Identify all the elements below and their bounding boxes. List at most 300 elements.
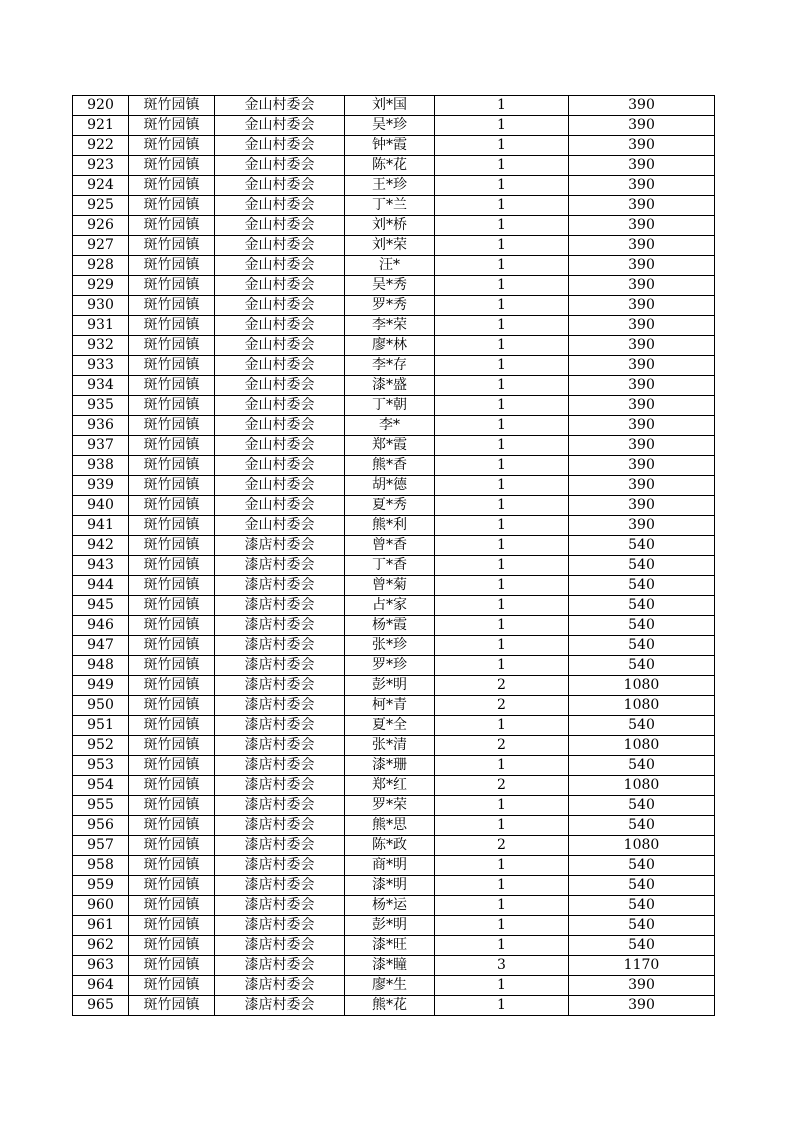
- roster-body: [73, 96, 715, 1016]
- row-number-cell: 944: [73, 576, 129, 596]
- amount-cell: 390: [569, 136, 715, 156]
- row-number-cell: 942: [73, 536, 129, 556]
- village-committee-cell: 漆店村委会: [215, 696, 345, 716]
- count-cell: 1: [435, 616, 569, 636]
- row-number-cell: 958: [73, 856, 129, 876]
- village-committee-cell: 金山村委会: [215, 476, 345, 496]
- row-number-cell: 940: [73, 496, 129, 516]
- amount-cell: 1080: [569, 676, 715, 696]
- table-row: [73, 556, 715, 576]
- name-cell: 熊*利: [345, 516, 435, 536]
- row-number-cell: 924: [73, 176, 129, 196]
- count-cell: 1: [435, 896, 569, 916]
- count-cell: 1: [435, 196, 569, 216]
- town-cell: 斑竹园镇: [129, 976, 215, 996]
- amount-cell: 540: [569, 936, 715, 956]
- row-number-cell: 962: [73, 936, 129, 956]
- village-committee-cell: 金山村委会: [215, 216, 345, 236]
- row-number-cell: 955: [73, 796, 129, 816]
- row-number-cell: 959: [73, 876, 129, 896]
- village-committee-cell: 漆店村委会: [215, 796, 345, 816]
- name-cell: 彭*明: [345, 916, 435, 936]
- row-number-cell: 964: [73, 976, 129, 996]
- row-number-cell: 931: [73, 316, 129, 336]
- row-number-cell: 930: [73, 296, 129, 316]
- table-row: [73, 736, 715, 756]
- name-cell: 刘*荣: [345, 236, 435, 256]
- town-cell: 斑竹园镇: [129, 696, 215, 716]
- amount-cell: 540: [569, 856, 715, 876]
- amount-cell: 390: [569, 396, 715, 416]
- town-cell: 斑竹园镇: [129, 876, 215, 896]
- town-cell: 斑竹园镇: [129, 196, 215, 216]
- village-committee-cell: 金山村委会: [215, 256, 345, 276]
- town-cell: 斑竹园镇: [129, 816, 215, 836]
- town-cell: 斑竹园镇: [129, 656, 215, 676]
- amount-cell: 390: [569, 116, 715, 136]
- count-cell: 1: [435, 916, 569, 936]
- amount-cell: 1080: [569, 836, 715, 856]
- table-row: [73, 976, 715, 996]
- table-row: [73, 756, 715, 776]
- name-cell: 柯*青: [345, 696, 435, 716]
- amount-cell: 390: [569, 236, 715, 256]
- amount-cell: 540: [569, 596, 715, 616]
- table-row: [73, 616, 715, 636]
- amount-cell: 540: [569, 576, 715, 596]
- village-committee-cell: 金山村委会: [215, 96, 345, 116]
- amount-cell: 390: [569, 296, 715, 316]
- name-cell: 廖*生: [345, 976, 435, 996]
- amount-cell: 540: [569, 636, 715, 656]
- name-cell: 漆*旺: [345, 936, 435, 956]
- table-row: [73, 116, 715, 136]
- table-row: [73, 576, 715, 596]
- table-row: [73, 436, 715, 456]
- town-cell: 斑竹园镇: [129, 296, 215, 316]
- town-cell: 斑竹园镇: [129, 436, 215, 456]
- table-row: [73, 356, 715, 376]
- amount-cell: 390: [569, 276, 715, 296]
- count-cell: 1: [435, 276, 569, 296]
- name-cell: 熊*花: [345, 996, 435, 1016]
- row-number-cell: 920: [73, 96, 129, 116]
- table-row: [73, 276, 715, 296]
- table-row: [73, 376, 715, 396]
- table-row: [73, 256, 715, 276]
- count-cell: 1: [435, 556, 569, 576]
- row-number-cell: 953: [73, 756, 129, 776]
- amount-cell: 390: [569, 356, 715, 376]
- village-committee-cell: 漆店村委会: [215, 856, 345, 876]
- count-cell: 1: [435, 436, 569, 456]
- count-cell: 1: [435, 856, 569, 876]
- name-cell: 陈*花: [345, 156, 435, 176]
- town-cell: 斑竹园镇: [129, 336, 215, 356]
- table-row: [73, 136, 715, 156]
- name-cell: 商*明: [345, 856, 435, 876]
- count-cell: 1: [435, 176, 569, 196]
- village-committee-cell: 漆店村委会: [215, 776, 345, 796]
- table-row: [73, 596, 715, 616]
- table-row: [73, 416, 715, 436]
- row-number-cell: 949: [73, 676, 129, 696]
- village-committee-cell: 漆店村委会: [215, 576, 345, 596]
- name-cell: 彭*明: [345, 676, 435, 696]
- row-number-cell: 941: [73, 516, 129, 536]
- table-row: [73, 536, 715, 556]
- town-cell: 斑竹园镇: [129, 276, 215, 296]
- village-committee-cell: 漆店村委会: [215, 816, 345, 836]
- amount-cell: 540: [569, 876, 715, 896]
- name-cell: 熊*香: [345, 456, 435, 476]
- amount-cell: 390: [569, 336, 715, 356]
- village-committee-cell: 金山村委会: [215, 316, 345, 336]
- town-cell: 斑竹园镇: [129, 236, 215, 256]
- name-cell: 刘*国: [345, 96, 435, 116]
- name-cell: 丁*朝: [345, 396, 435, 416]
- amount-cell: 390: [569, 156, 715, 176]
- village-committee-cell: 漆店村委会: [215, 736, 345, 756]
- name-cell: 曾*香: [345, 536, 435, 556]
- count-cell: 1: [435, 796, 569, 816]
- name-cell: 吴*秀: [345, 276, 435, 296]
- amount-cell: 540: [569, 716, 715, 736]
- count-cell: 1: [435, 376, 569, 396]
- table-row: [73, 176, 715, 196]
- table-row: [73, 836, 715, 856]
- table-row: [73, 856, 715, 876]
- name-cell: 郑*霞: [345, 436, 435, 456]
- town-cell: 斑竹园镇: [129, 456, 215, 476]
- table-row: [73, 396, 715, 416]
- amount-cell: 390: [569, 316, 715, 336]
- row-number-cell: 946: [73, 616, 129, 636]
- town-cell: 斑竹园镇: [129, 856, 215, 876]
- amount-cell: 390: [569, 476, 715, 496]
- amount-cell: 390: [569, 256, 715, 276]
- table-row: [73, 876, 715, 896]
- town-cell: 斑竹园镇: [129, 316, 215, 336]
- village-committee-cell: 漆店村委会: [215, 716, 345, 736]
- amount-cell: 390: [569, 496, 715, 516]
- table-row: [73, 516, 715, 536]
- village-committee-cell: 金山村委会: [215, 456, 345, 476]
- village-committee-cell: 金山村委会: [215, 356, 345, 376]
- table-row: [73, 316, 715, 336]
- town-cell: 斑竹园镇: [129, 376, 215, 396]
- name-cell: 陈*政: [345, 836, 435, 856]
- row-number-cell: 937: [73, 436, 129, 456]
- name-cell: 漆*珊: [345, 756, 435, 776]
- row-number-cell: 922: [73, 136, 129, 156]
- town-cell: 斑竹园镇: [129, 716, 215, 736]
- row-number-cell: 934: [73, 376, 129, 396]
- village-committee-cell: 金山村委会: [215, 196, 345, 216]
- count-cell: 1: [435, 416, 569, 436]
- name-cell: 占*家: [345, 596, 435, 616]
- name-cell: 吴*珍: [345, 116, 435, 136]
- count-cell: 1: [435, 356, 569, 376]
- amount-cell: 390: [569, 516, 715, 536]
- name-cell: 夏*秀: [345, 496, 435, 516]
- count-cell: 1: [435, 716, 569, 736]
- count-cell: 2: [435, 736, 569, 756]
- village-committee-cell: 金山村委会: [215, 176, 345, 196]
- count-cell: 1: [435, 96, 569, 116]
- name-cell: 李*荣: [345, 316, 435, 336]
- town-cell: 斑竹园镇: [129, 596, 215, 616]
- village-committee-cell: 漆店村委会: [215, 616, 345, 636]
- count-cell: 2: [435, 676, 569, 696]
- village-committee-cell: 漆店村委会: [215, 836, 345, 856]
- amount-cell: 390: [569, 376, 715, 396]
- count-cell: 1: [435, 336, 569, 356]
- town-cell: 斑竹园镇: [129, 576, 215, 596]
- village-committee-cell: 漆店村委会: [215, 876, 345, 896]
- count-cell: 1: [435, 636, 569, 656]
- village-committee-cell: 漆店村委会: [215, 656, 345, 676]
- table-row: [73, 196, 715, 216]
- row-number-cell: 923: [73, 156, 129, 176]
- amount-cell: 390: [569, 976, 715, 996]
- amount-cell: 390: [569, 456, 715, 476]
- village-committee-cell: 金山村委会: [215, 116, 345, 136]
- count-cell: 1: [435, 236, 569, 256]
- village-committee-cell: 漆店村委会: [215, 596, 345, 616]
- village-committee-cell: 金山村委会: [215, 416, 345, 436]
- town-cell: 斑竹园镇: [129, 736, 215, 756]
- amount-cell: 1170: [569, 956, 715, 976]
- town-cell: 斑竹园镇: [129, 836, 215, 856]
- name-cell: 漆*瞳: [345, 956, 435, 976]
- row-number-cell: 929: [73, 276, 129, 296]
- town-cell: 斑竹园镇: [129, 356, 215, 376]
- table-row: [73, 996, 715, 1016]
- village-committee-cell: 金山村委会: [215, 516, 345, 536]
- row-number-cell: 935: [73, 396, 129, 416]
- row-number-cell: 956: [73, 816, 129, 836]
- town-cell: 斑竹园镇: [129, 396, 215, 416]
- row-number-cell: 921: [73, 116, 129, 136]
- count-cell: 1: [435, 976, 569, 996]
- row-number-cell: 945: [73, 596, 129, 616]
- count-cell: 1: [435, 996, 569, 1016]
- table-row: [73, 956, 715, 976]
- count-cell: 1: [435, 396, 569, 416]
- table-row: [73, 796, 715, 816]
- name-cell: 漆*盛: [345, 376, 435, 396]
- count-cell: 1: [435, 116, 569, 136]
- amount-cell: 540: [569, 916, 715, 936]
- table-row: [73, 476, 715, 496]
- table-row: [73, 676, 715, 696]
- town-cell: 斑竹园镇: [129, 996, 215, 1016]
- town-cell: 斑竹园镇: [129, 636, 215, 656]
- village-committee-cell: 金山村委会: [215, 276, 345, 296]
- name-cell: 漆*明: [345, 876, 435, 896]
- table-row: [73, 636, 715, 656]
- name-cell: 丁*香: [345, 556, 435, 576]
- town-cell: 斑竹园镇: [129, 136, 215, 156]
- town-cell: 斑竹园镇: [129, 156, 215, 176]
- count-cell: 1: [435, 136, 569, 156]
- town-cell: 斑竹园镇: [129, 896, 215, 916]
- village-committee-cell: 金山村委会: [215, 236, 345, 256]
- village-committee-cell: 漆店村委会: [215, 556, 345, 576]
- name-cell: 胡*德: [345, 476, 435, 496]
- amount-cell: 1080: [569, 736, 715, 756]
- table-row: [73, 936, 715, 956]
- name-cell: 张*清: [345, 736, 435, 756]
- row-number-cell: 932: [73, 336, 129, 356]
- count-cell: 1: [435, 936, 569, 956]
- row-number-cell: 927: [73, 236, 129, 256]
- amount-cell: 540: [569, 896, 715, 916]
- town-cell: 斑竹园镇: [129, 756, 215, 776]
- table-row: [73, 496, 715, 516]
- town-cell: 斑竹园镇: [129, 616, 215, 636]
- village-committee-cell: 金山村委会: [215, 336, 345, 356]
- count-cell: 1: [435, 756, 569, 776]
- village-committee-cell: 金山村委会: [215, 496, 345, 516]
- row-number-cell: 926: [73, 216, 129, 236]
- town-cell: 斑竹园镇: [129, 796, 215, 816]
- amount-cell: 390: [569, 196, 715, 216]
- row-number-cell: 936: [73, 416, 129, 436]
- count-cell: 1: [435, 816, 569, 836]
- town-cell: 斑竹园镇: [129, 496, 215, 516]
- name-cell: 杨*霞: [345, 616, 435, 636]
- town-cell: 斑竹园镇: [129, 476, 215, 496]
- row-number-cell: 933: [73, 356, 129, 376]
- name-cell: 罗*秀: [345, 296, 435, 316]
- table-row: [73, 816, 715, 836]
- town-cell: 斑竹园镇: [129, 536, 215, 556]
- amount-cell: 390: [569, 996, 715, 1016]
- count-cell: 1: [435, 516, 569, 536]
- town-cell: 斑竹园镇: [129, 516, 215, 536]
- town-cell: 斑竹园镇: [129, 176, 215, 196]
- amount-cell: 1080: [569, 776, 715, 796]
- village-committee-cell: 漆店村委会: [215, 676, 345, 696]
- name-cell: 廖*林: [345, 336, 435, 356]
- village-committee-cell: 漆店村委会: [215, 536, 345, 556]
- count-cell: 1: [435, 536, 569, 556]
- name-cell: 丁*兰: [345, 196, 435, 216]
- table-row: [73, 656, 715, 676]
- table-row: [73, 716, 715, 736]
- row-number-cell: 938: [73, 456, 129, 476]
- count-cell: 1: [435, 296, 569, 316]
- village-committee-cell: 漆店村委会: [215, 976, 345, 996]
- amount-cell: 1080: [569, 696, 715, 716]
- village-committee-cell: 漆店村委会: [215, 916, 345, 936]
- row-number-cell: 950: [73, 696, 129, 716]
- table-row: [73, 776, 715, 796]
- amount-cell: 390: [569, 216, 715, 236]
- name-cell: 张*珍: [345, 636, 435, 656]
- town-cell: 斑竹园镇: [129, 936, 215, 956]
- table-row: [73, 236, 715, 256]
- count-cell: 2: [435, 836, 569, 856]
- table-row: [73, 96, 715, 116]
- town-cell: 斑竹园镇: [129, 416, 215, 436]
- amount-cell: 390: [569, 416, 715, 436]
- town-cell: 斑竹园镇: [129, 96, 215, 116]
- name-cell: 夏*全: [345, 716, 435, 736]
- village-committee-cell: 漆店村委会: [215, 636, 345, 656]
- name-cell: 曾*菊: [345, 576, 435, 596]
- row-number-cell: 954: [73, 776, 129, 796]
- village-committee-cell: 金山村委会: [215, 436, 345, 456]
- town-cell: 斑竹园镇: [129, 216, 215, 236]
- table-row: [73, 156, 715, 176]
- count-cell: 1: [435, 476, 569, 496]
- count-cell: 1: [435, 576, 569, 596]
- village-committee-cell: 漆店村委会: [215, 756, 345, 776]
- name-cell: 刘*桥: [345, 216, 435, 236]
- name-cell: 罗*荣: [345, 796, 435, 816]
- town-cell: 斑竹园镇: [129, 256, 215, 276]
- count-cell: 2: [435, 776, 569, 796]
- count-cell: 1: [435, 876, 569, 896]
- name-cell: 郑*红: [345, 776, 435, 796]
- count-cell: 1: [435, 156, 569, 176]
- name-cell: 李*: [345, 416, 435, 436]
- amount-cell: 390: [569, 96, 715, 116]
- count-cell: 1: [435, 496, 569, 516]
- row-number-cell: 957: [73, 836, 129, 856]
- amount-cell: 540: [569, 816, 715, 836]
- amount-cell: 390: [569, 176, 715, 196]
- count-cell: 2: [435, 696, 569, 716]
- table-row: [73, 696, 715, 716]
- table-row: [73, 916, 715, 936]
- count-cell: 1: [435, 316, 569, 336]
- table-row: [73, 296, 715, 316]
- amount-cell: 540: [569, 616, 715, 636]
- count-cell: 1: [435, 256, 569, 276]
- name-cell: 熊*思: [345, 816, 435, 836]
- town-cell: 斑竹园镇: [129, 956, 215, 976]
- town-cell: 斑竹园镇: [129, 556, 215, 576]
- village-committee-cell: 漆店村委会: [215, 996, 345, 1016]
- name-cell: 钟*霞: [345, 136, 435, 156]
- count-cell: 3: [435, 956, 569, 976]
- row-number-cell: 925: [73, 196, 129, 216]
- amount-cell: 540: [569, 756, 715, 776]
- row-number-cell: 960: [73, 896, 129, 916]
- count-cell: 1: [435, 596, 569, 616]
- amount-cell: 540: [569, 796, 715, 816]
- town-cell: 斑竹园镇: [129, 676, 215, 696]
- town-cell: 斑竹园镇: [129, 776, 215, 796]
- village-committee-cell: 漆店村委会: [215, 896, 345, 916]
- table-row: [73, 336, 715, 356]
- table-row: [73, 456, 715, 476]
- name-cell: 李*存: [345, 356, 435, 376]
- count-cell: 1: [435, 456, 569, 476]
- name-cell: 杨*运: [345, 896, 435, 916]
- row-number-cell: 951: [73, 716, 129, 736]
- amount-cell: 540: [569, 556, 715, 576]
- table-row: [73, 896, 715, 916]
- row-number-cell: 952: [73, 736, 129, 756]
- row-number-cell: 961: [73, 916, 129, 936]
- town-cell: 斑竹园镇: [129, 916, 215, 936]
- table-row: [73, 216, 715, 236]
